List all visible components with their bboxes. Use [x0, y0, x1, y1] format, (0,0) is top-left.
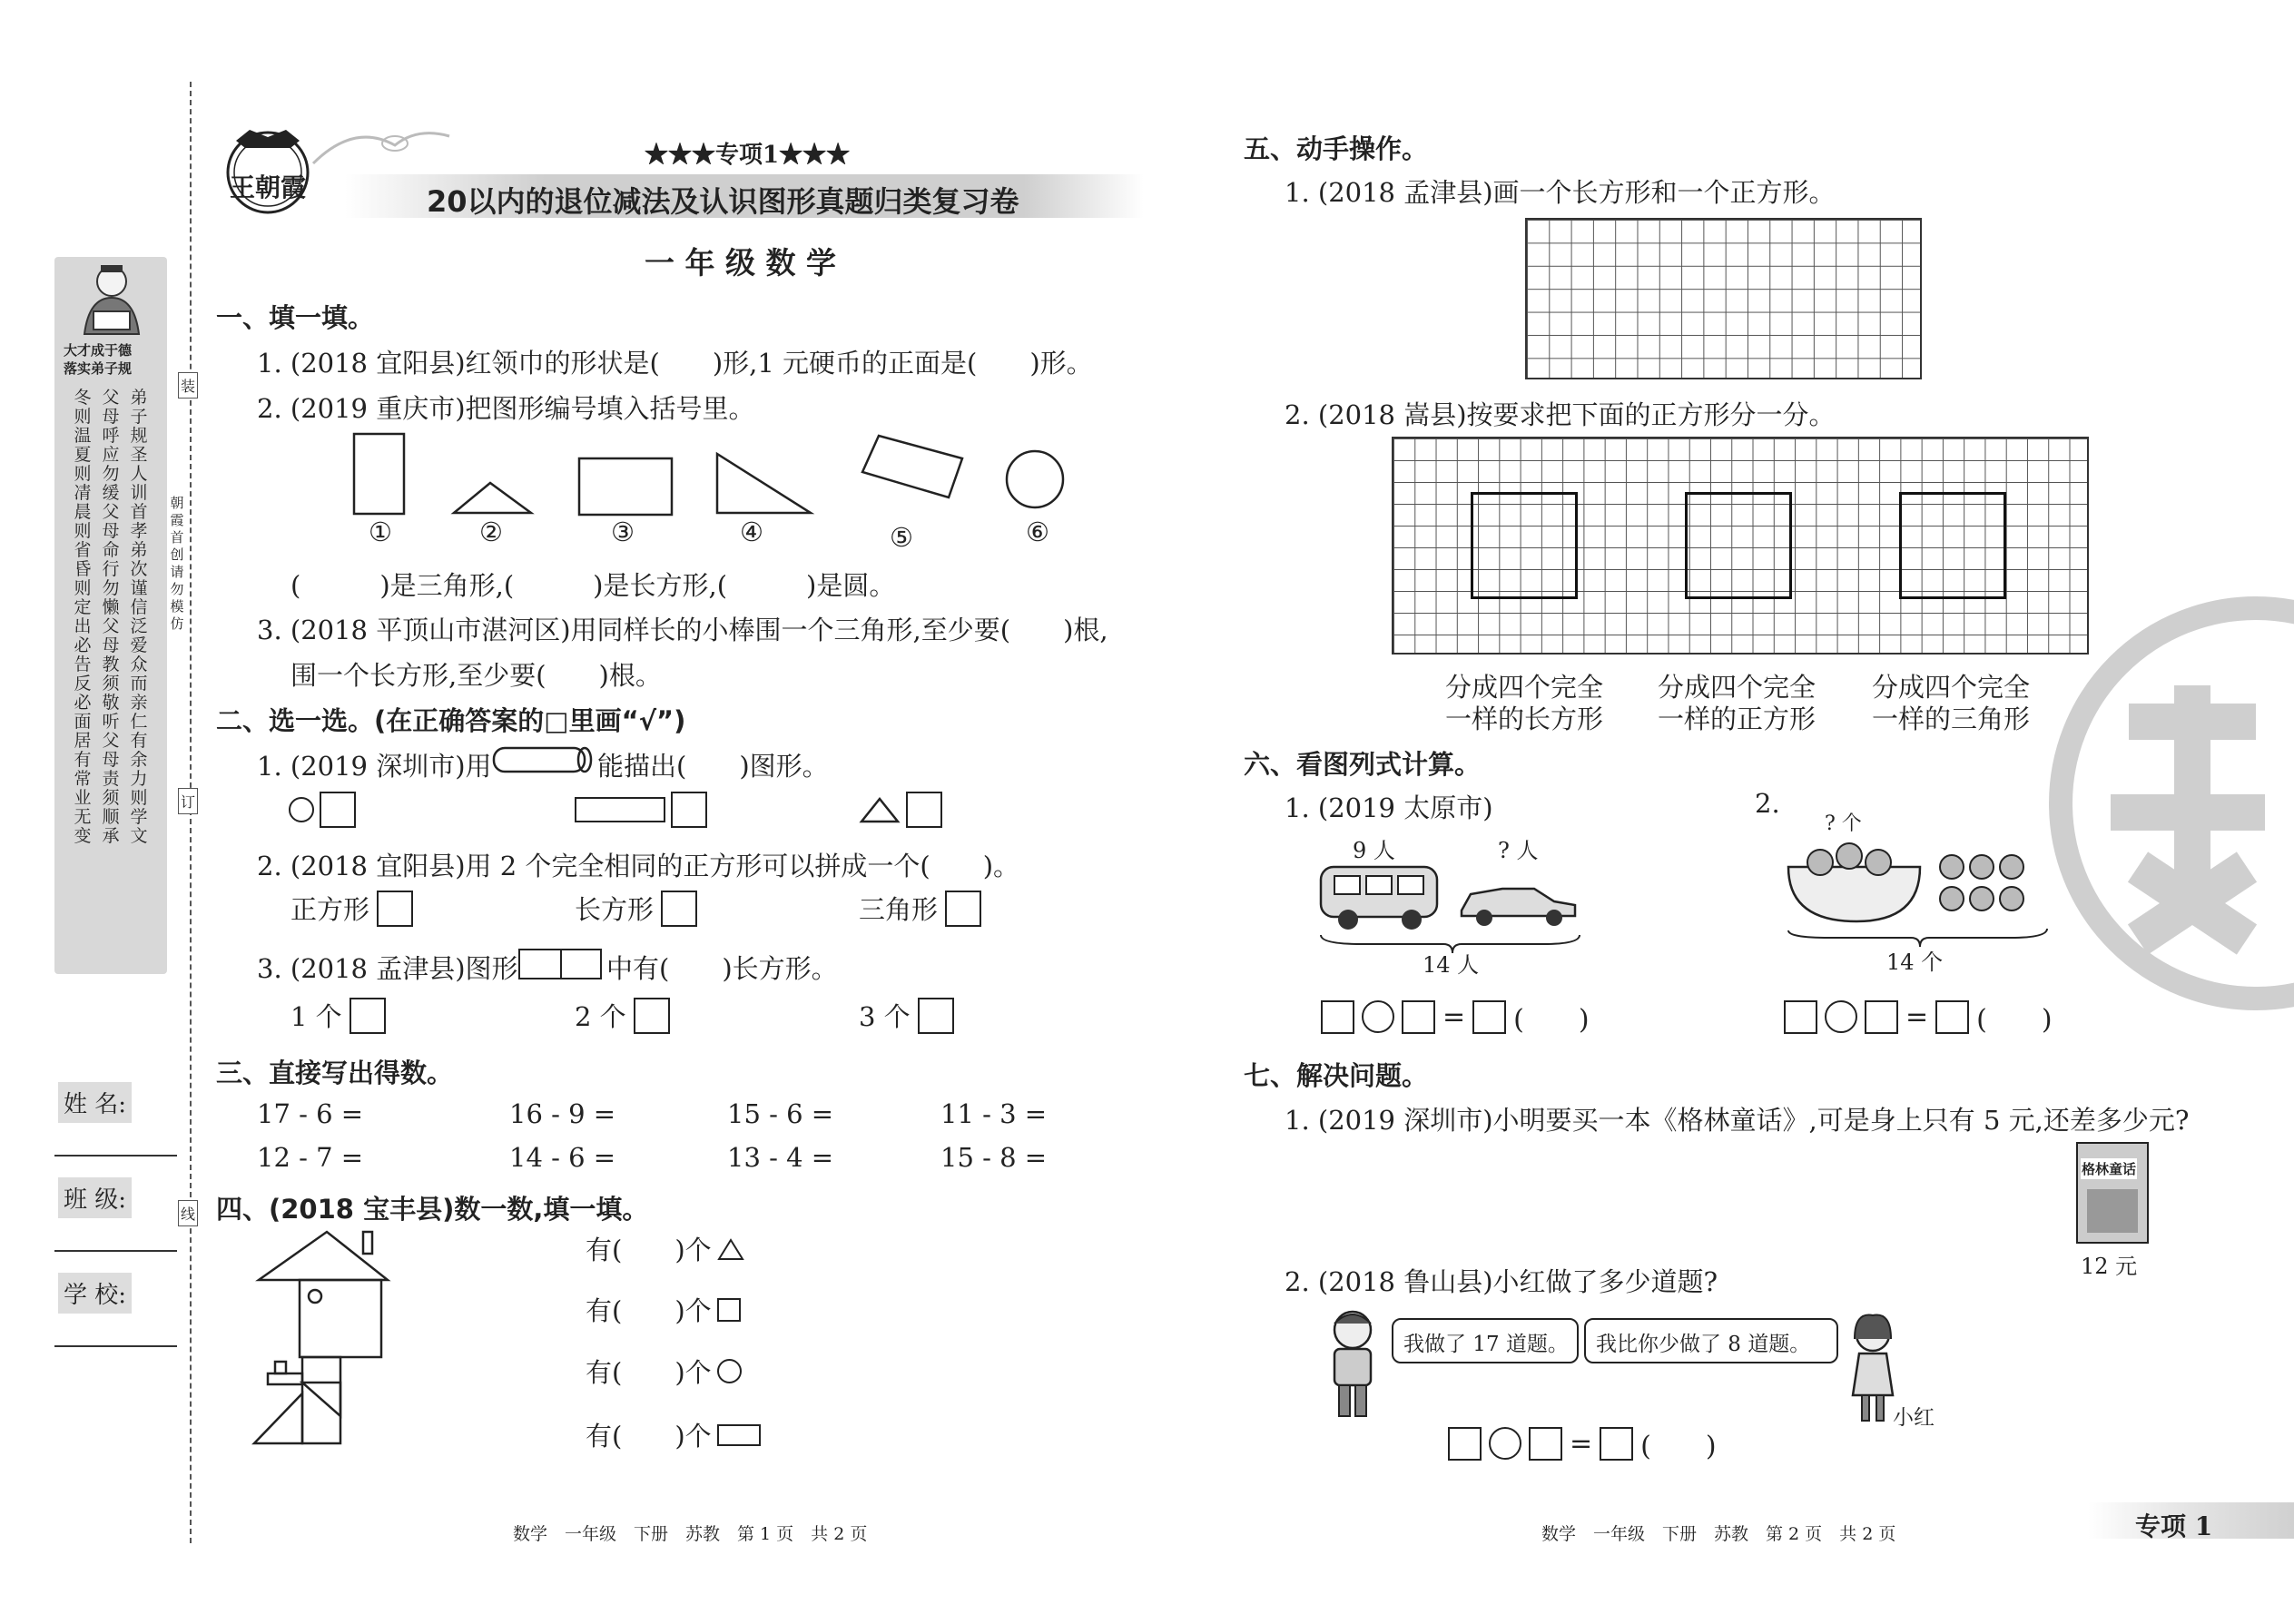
answer-box[interactable] — [1600, 1427, 1633, 1461]
sidebar-column-3: 弟子规圣人训首孝弟次谨信泛爱众而亲仁有余力则学文 — [130, 388, 148, 846]
calc-item[interactable]: 15 - 8 = — [940, 1142, 1048, 1173]
option-label: 3 个 — [859, 1001, 911, 1032]
binding-mark-3: 线 — [178, 1200, 198, 1226]
shape-2-triangle — [454, 483, 531, 513]
sidebar-motto-2: 落实弟子规 — [64, 360, 133, 377]
series-label: ★★★专项1★★★ — [645, 142, 851, 169]
caption-3-line-2: 一样的三角形 — [1872, 704, 2031, 734]
caption-2-line-2: 一样的正方形 — [1658, 704, 1816, 734]
s1-question-3-line-1: 3. (2018 平顶山市湛河区)用同样长的小棒围一个三角形,至少要( )根, — [257, 615, 1108, 645]
scholar-figure-icon — [71, 261, 153, 339]
count-label: 有( )个 — [586, 1295, 712, 1326]
s5-question-2: 2. (2018 嵩县)按要求把下面的正方形分一分。 — [1285, 399, 1836, 430]
calc-item[interactable]: 14 - 6 = — [509, 1142, 616, 1173]
s2-q2-option-square — [290, 890, 413, 927]
equals-sign: = — [1570, 1427, 1593, 1460]
s2-q2-option-triangle — [859, 890, 981, 927]
section-4-heading: 四、(2018 宝丰县)数一数,填一填。 — [216, 1194, 649, 1225]
s6-q2-equation — [1784, 997, 2053, 1037]
answer-box[interactable] — [1935, 1000, 1969, 1034]
answer-box[interactable] — [1529, 1427, 1562, 1461]
boy-figure-icon — [1321, 1307, 1384, 1421]
option-label: 三角形 — [859, 894, 939, 925]
count-label: 有( )个 — [586, 1421, 712, 1452]
option-label: 长方形 — [575, 894, 655, 925]
answer-checkbox[interactable] — [634, 998, 670, 1034]
s6-q1-left-label: 9 人 — [1353, 838, 1395, 863]
shape-label-5: ⑤ — [890, 522, 913, 553]
s1-question-2-answer: ( )是三角形,( )是长方形,( )是圆。 — [290, 570, 896, 601]
square-to-divide-1[interactable] — [1471, 492, 1578, 599]
count-triangle-row — [586, 1230, 744, 1267]
operator-circle[interactable] — [1825, 1000, 1857, 1033]
footer-right: 数学 一年级 下册 苏教 第 2 页 共 2 页 — [1541, 1524, 1896, 1544]
shape-4-triangle — [717, 454, 811, 513]
copyright-note: 朝霞首创请勿模仿 — [170, 495, 184, 632]
shape-label-6: ⑥ — [1026, 517, 1049, 547]
calc-item[interactable]: 16 - 9 = — [509, 1098, 616, 1129]
square-shape-icon — [717, 1298, 741, 1322]
caption-2-line-1: 分成四个完全 — [1658, 672, 1816, 703]
s6-q1-equation — [1321, 997, 1590, 1037]
shape-3-rectangle — [579, 458, 672, 515]
shape-6-circle — [1007, 451, 1063, 507]
circle-shape-icon — [717, 1359, 742, 1383]
operator-circle[interactable] — [1489, 1427, 1521, 1460]
s6-q2-total: 14 个 — [1886, 950, 1944, 975]
s6-q2-top-label: ? 个 — [1825, 812, 1862, 835]
s6-question-1: 1. (2019 太原市) — [1285, 792, 1493, 823]
s2-q1-option-triangle — [859, 792, 942, 828]
s1-question-1: 1. (2018 宜阳县)红领巾的形状是( )形,1 元硬币的正面是( )形。 — [257, 348, 1093, 379]
shape-label-3: ③ — [611, 517, 635, 547]
double-square-figure — [518, 949, 602, 979]
answer-box[interactable] — [1402, 1000, 1435, 1034]
s2-question-2: 2. (2018 宜阳县)用 2 个完全相同的正方形可以拼成一个( )。 — [257, 851, 1020, 881]
shape-label-4: ④ — [740, 517, 763, 547]
answer-checkbox[interactable] — [945, 891, 981, 927]
house-figure — [250, 1221, 404, 1448]
storybook-picture — [2076, 1142, 2149, 1244]
triangle-shape-icon — [717, 1237, 744, 1261]
calc-item[interactable]: 15 - 6 = — [727, 1098, 834, 1129]
s2-q1-option-rectangle — [575, 792, 707, 828]
bubble-1-text: 我做了 17 道题。 — [1403, 1333, 1569, 1356]
rectangle-shape-icon — [717, 1424, 761, 1446]
s2-q2-option-rectangle — [575, 890, 697, 927]
s2-q3-option-3 — [859, 997, 954, 1034]
section-7-heading: 七、解决问题。 — [1244, 1060, 1429, 1091]
count-rectangle-row — [586, 1416, 761, 1453]
caption-1-line-1: 分成四个完全 — [1445, 672, 1604, 703]
s2-question-3-tail: 中有( )长方形。 — [606, 953, 838, 984]
calc-item[interactable]: 12 - 7 = — [257, 1142, 364, 1173]
name-field[interactable] — [54, 1155, 177, 1156]
school-field[interactable] — [54, 1345, 177, 1347]
name-label: 姓 名: — [58, 1082, 132, 1123]
book-title: 格林童话 — [2081, 1158, 2137, 1179]
calc-item[interactable]: 13 - 4 = — [727, 1142, 834, 1173]
shape-figures — [345, 427, 1089, 554]
option-label: 正方形 — [290, 894, 370, 925]
answer-box[interactable] — [1448, 1427, 1482, 1461]
shape-1-rectangle — [354, 434, 404, 514]
subject-title: 一 年 级 数 学 — [645, 245, 836, 281]
unit-paren[interactable]: ( ) — [1513, 1004, 1590, 1036]
circle-shape-icon — [289, 797, 314, 822]
section-3-heading: 三、直接写出得数。 — [216, 1058, 454, 1088]
binding-mark-2: 订 — [178, 788, 198, 814]
answer-checkbox[interactable] — [661, 891, 697, 927]
answer-checkbox[interactable] — [906, 792, 942, 828]
s2-question-3: 3. (2018 孟津县)图形 — [257, 953, 518, 984]
caption-1-line-2: 一样的长方形 — [1445, 704, 1604, 734]
s7-question-1: 1. (2019 深圳市)小明要买一本《格林童话》,可是身上只有 5 元,还差多少元? — [1285, 1105, 2190, 1136]
answer-checkbox[interactable] — [377, 891, 413, 927]
triangle-shape-icon — [859, 795, 901, 824]
s6-q1-total: 14 人 — [1423, 952, 1480, 978]
s2-q3-option-2 — [575, 997, 670, 1034]
section-6-heading: 六、看图列式计算。 — [1244, 749, 1482, 780]
s2-q3-option-1 — [290, 997, 386, 1034]
answer-checkbox[interactable] — [671, 792, 707, 828]
count-label: 有( )个 — [586, 1235, 712, 1265]
sidebar-column-1: 冬则温夏则凊晨则省昏则定出必告反必面居有常业无变 — [74, 388, 92, 846]
unit-paren[interactable]: ( ) — [1976, 1004, 2053, 1036]
s5-question-1: 1. (2018 孟津县)画一个长方形和一个正方形。 — [1285, 177, 1836, 208]
cylinder-icon — [488, 744, 596, 777]
operator-circle[interactable] — [1362, 1000, 1394, 1033]
equals-sign: = — [1905, 1000, 1929, 1033]
shape-5-rectangle — [862, 436, 962, 497]
s2-question-1-tail: 能描出( )图形。 — [597, 751, 829, 782]
caption-3-line-1: 分成四个完全 — [1872, 672, 2031, 703]
answer-box[interactable] — [1865, 1000, 1898, 1034]
bus-and-car-picture — [1316, 858, 1584, 958]
bubble-2-text: 我比你少做了 8 道题。 — [1596, 1333, 1811, 1356]
class-label: 班 级: — [58, 1177, 132, 1218]
option-label: 1 个 — [290, 1001, 342, 1032]
count-label: 有( )个 — [586, 1357, 712, 1388]
section-2-heading: 二、选一选。(在正确答案的□里画“√”) — [216, 705, 686, 736]
s7-q2-equation — [1448, 1423, 1717, 1463]
square-to-divide-2[interactable] — [1685, 492, 1792, 599]
sidebar-motto-1: 大才成于德 — [64, 342, 133, 359]
sidebar-column-2: 父母呼应勿缓父母命行勿懒父母教须敬听父母责须顺承 — [102, 388, 120, 846]
s1-question-2: 2. (2019 重庆市)把图形编号填入括号里。 — [257, 393, 755, 424]
section-5-heading: 五、动手操作。 — [1244, 133, 1429, 164]
answer-checkbox[interactable] — [350, 998, 386, 1034]
shape-label-1: ① — [369, 517, 392, 547]
calc-item[interactable]: 11 - 3 = — [940, 1098, 1048, 1129]
calc-item[interactable]: 17 - 6 = — [257, 1098, 364, 1129]
logo-text: 王朝霞 — [230, 172, 307, 202]
shape-label-2: ② — [479, 517, 503, 547]
page-title: 20以内的退位减法及认识图形真题归类复习卷 — [427, 184, 1019, 219]
fruit-basket-picture — [1784, 831, 2052, 953]
s1-question-3-line-2: 围一个长方形,至少要( )根。 — [290, 660, 662, 691]
school-label: 学 校: — [58, 1273, 132, 1314]
book-price: 12 元 — [2081, 1254, 2138, 1279]
girl-figure-icon — [1846, 1312, 1900, 1425]
rectangle-shape-icon — [575, 797, 665, 822]
s6-q1-right-label: ? 人 — [1498, 838, 1539, 863]
answer-checkbox[interactable] — [918, 998, 954, 1034]
square-to-divide-3[interactable] — [1899, 492, 2006, 599]
footer-tag: 专项 1 — [2135, 1511, 2213, 1541]
count-circle-row — [586, 1353, 742, 1390]
answer-checkbox[interactable] — [320, 792, 356, 828]
ribbon-decoration — [309, 118, 454, 172]
s2-q1-option-circle — [289, 792, 356, 828]
option-label: 2 个 — [575, 1001, 626, 1032]
equals-sign: = — [1442, 1000, 1466, 1033]
footer-left: 数学 一年级 下册 苏教 第 1 页 共 2 页 — [513, 1524, 868, 1544]
girl-name-label: 小红 — [1893, 1406, 1935, 1430]
section-1-heading: 一、填一填。 — [216, 302, 375, 333]
s2-question-1: 1. (2019 深圳市)用 — [257, 751, 492, 782]
count-square-row — [586, 1291, 741, 1328]
s7-question-2: 2. (2018 鲁山县)小红做了多少道题? — [1285, 1266, 1718, 1297]
class-field[interactable] — [54, 1250, 177, 1252]
answer-box[interactable] — [1321, 1000, 1354, 1034]
answer-box[interactable] — [1784, 1000, 1817, 1034]
unit-paren[interactable]: ( ) — [1640, 1431, 1717, 1462]
answer-box[interactable] — [1472, 1000, 1506, 1034]
drawing-grid-1[interactable] — [1525, 218, 1922, 379]
binding-mark-1: 装 — [178, 372, 198, 399]
watermark-seal-icon — [2029, 595, 2294, 1012]
s6-question-2: 2. — [1755, 788, 1780, 819]
